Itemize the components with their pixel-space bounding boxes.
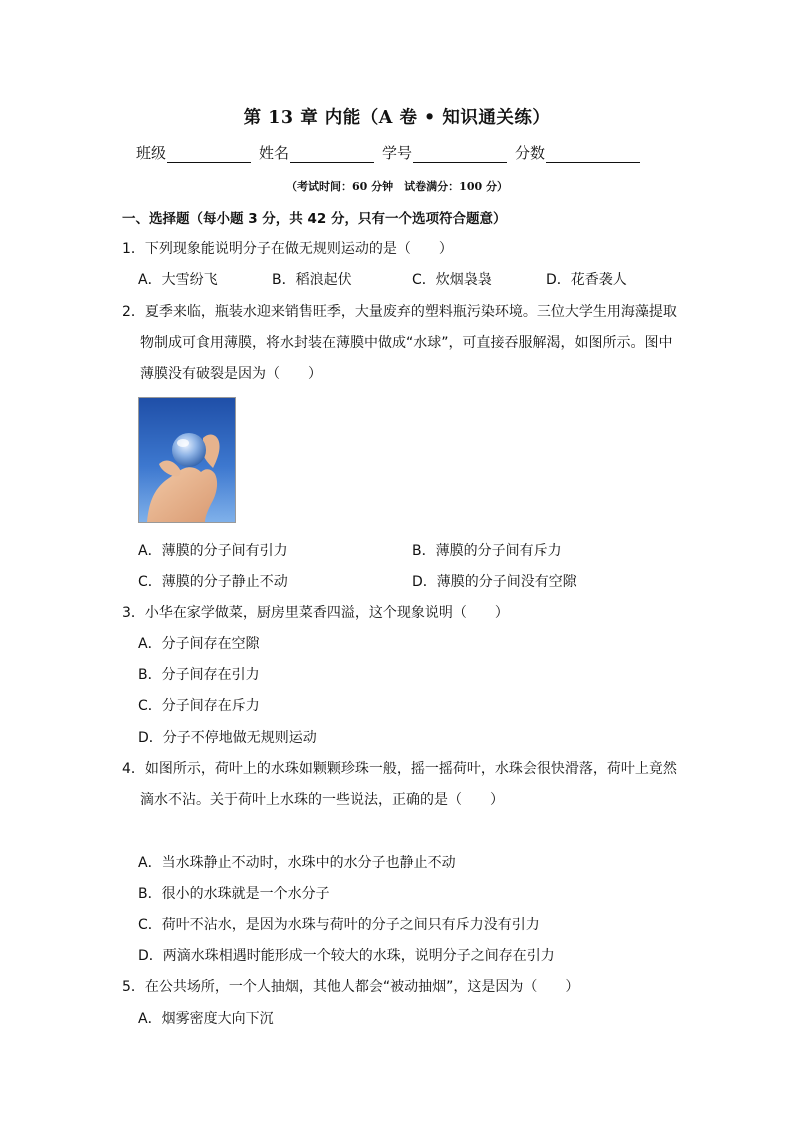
score-blank[interactable] [546, 148, 640, 163]
page-title: 第 13 章 内能（A 卷 • 知识通关练） [243, 108, 551, 128]
question-4-stem-line-2: 滴水不沾。关于荷叶上水珠的一些说法，正确的是（ ） [140, 792, 504, 808]
q1-option-c: C．炊烟袅袅 [412, 272, 492, 288]
section-heading: 一、选择题（每小题 3 分，共 42 分，只有一个选项符合题意） [122, 211, 507, 227]
q4-option-a: A．当水珠静止不动时，水珠中的水分子也静止不动 [138, 855, 456, 871]
question-4-stem-line-1: 4．如图所示，荷叶上的水珠如颗颗珍珠一般，摇一摇荷叶，水珠会很快滑落，荷叶上竟然 [122, 761, 677, 777]
name-label: 姓名 [259, 144, 290, 162]
q3-option-b: B．分子间存在引力 [138, 667, 260, 683]
q5-option-a: A．烟雾密度大向下沉 [138, 1011, 274, 1027]
question-3-stem: 3．小华在家学做菜，厨房里菜香四溢，这个现象说明（ ） [122, 605, 509, 621]
water-ball-photo [138, 397, 236, 523]
q2-option-a: A．薄膜的分子间有引力 [138, 543, 288, 559]
question-5-stem: 5．在公共场所，一个人抽烟，其他人都会“被动抽烟”，这是因为（ ） [122, 979, 580, 995]
student-id-blank[interactable] [413, 148, 507, 163]
question-2-stem-line-1: 2．夏季来临，瓶装水迎来销售旺季，大量废弃的塑料瓶污染环境。三位大学生用海藻提取 [122, 304, 677, 320]
q4-option-d: D．两滴水珠相遇时能形成一个较大的水珠，说明分子之间存在引力 [138, 948, 555, 964]
question-2-stem-line-3: 薄膜没有破裂是因为（ ） [140, 366, 322, 382]
question-1-stem: 1．下列现象能说明分子在做无规则运动的是（ ） [122, 241, 453, 257]
q4-option-c: C．荷叶不沾水，是因为水珠与荷叶的分子之间只有斥力没有引力 [138, 917, 540, 933]
student-id-label: 学号 [382, 144, 413, 162]
student-info-row [136, 142, 648, 163]
q1-option-d: D．花香袭人 [546, 272, 627, 288]
name-blank[interactable] [290, 148, 374, 163]
score-label: 分数 [515, 144, 546, 162]
question-2-stem-line-2: 物制成可食用薄膜，将水封装在薄膜中做成“水球”，可直接吞服解渴，如图所示。图中 [140, 335, 673, 351]
q1-option-a: A．大雪纷飞 [138, 272, 218, 288]
q3-option-c: C．分子间存在斥力 [138, 698, 260, 714]
class-label: 班级 [136, 144, 167, 162]
q4-option-b: B．很小的水珠就是一个水分子 [138, 886, 330, 902]
q1-option-b: B．稻浪起伏 [272, 272, 352, 288]
class-blank[interactable] [167, 148, 251, 163]
q2-option-c: C．薄膜的分子静止不动 [138, 574, 288, 590]
q3-option-a: A．分子间存在空隙 [138, 636, 260, 652]
q3-option-d: D．分子不停地做无规则运动 [138, 730, 317, 746]
exam-note: （考试时间：60 分钟 试卷满分：100 分） [286, 180, 508, 193]
q2-option-b: B．薄膜的分子间有斥力 [412, 543, 562, 559]
q2-option-d: D．薄膜的分子间没有空隙 [412, 574, 577, 590]
